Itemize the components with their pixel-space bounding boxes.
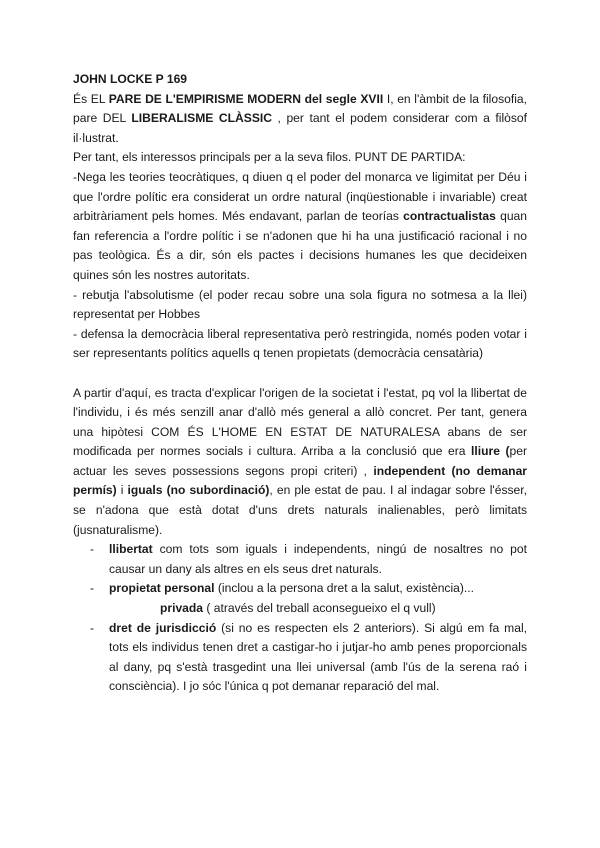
- rights-list-continued: [73, 619, 527, 697]
- paragraph-democracy: - defensa la democràcia liberal representativa però restringida, només poden votar i ser representants polítics aquells q tenen propietats (democràcia censatària): [73, 326, 527, 361]
- document-page: [73, 70, 527, 697]
- list-item-llibertat: - llibertat com tots som iguals i independents, ningú de nosaltres no pot causar un dany als altres en els seus dret naturals.: [73, 540, 527, 579]
- paragraph-absolutism: - rebutja l'absolutisme (el poder recau sobre una sola figura no sotmesa a la llei) representat per Hobbes: [73, 287, 527, 322]
- document-title: JOHN LOCKE P 169: [73, 72, 188, 86]
- list-item-jurisdiccio: - dret de jurisdicció (si no es respecten els 2 anteriors). Si algú em fa mal, tots els individus tenen dret a castigar-ho i jutjar-ho amb penes proporcionals al dany, pq s'està trasgedint una llei universal (amb l'ús de la serena raó i consciència). I jo sóc l'única q pot demanar reparació del mal.: [73, 619, 527, 697]
- list-item-propietat: - propietat personal (inclou a la persona dret a la salut, existència)...: [73, 579, 527, 599]
- paragraph-nature-state: A partir d'aquí, es tracta d'explicar l'origen de la societat i l'estat, pq vol la llibertat de l'individu, i és més senzill anar d'allò més general a allò concret. Per tant, genera una hipòtesi COM ÉS L'HOME EN ESTAT DE NATURALESA abans de ser modificada per normes socials i cultura. Arriba a la conclusió que era lliure (per actuar les seves possessions segons propi criteri) , independent (no demanar permís) i iguals (no subordinació), en ple estat de pau. I al indagar sobre l'ésser, se n'adona que està dotat d'uns drets naturals inalienables, però limitats (jusnaturalisme).: [73, 385, 527, 537]
- list-subitem-privada: privada ( através del treball aconsegueixo el q vull): [160, 601, 436, 616]
- paragraph-intro: És EL PARE DE L'EMPIRISME MODERN del segle XVII I, en l'àmbit de la filosofia, pare DEL LIBERALISME CLÀSSIC , per tant el podem considerar com a filòsof il·lustrat.: [73, 91, 527, 145]
- paragraph-theocratic: -Nega les teories teocràtiques, q diuen q el poder del monarca ve ligimitat per Déu i que l'ordre polític era considerat un ordre natural (inqüestionable i invariable) creat arbitràriament pels homes. Més endavant, parlan de teorías contractualistas quan fan referencia a l'ordre polític i se n'adonen que hi ha una justificació racional i no pas teològica. És a dir, són els pactes i decisions humanes les que decideixen quines són les nostres autoritats.: [73, 169, 528, 282]
- spacer: [73, 364, 527, 384]
- paragraph-interests: Per tant, els interessos principals per a la seva filos. PUNT DE PARTIDA:: [73, 150, 466, 165]
- rights-list: [73, 540, 527, 599]
